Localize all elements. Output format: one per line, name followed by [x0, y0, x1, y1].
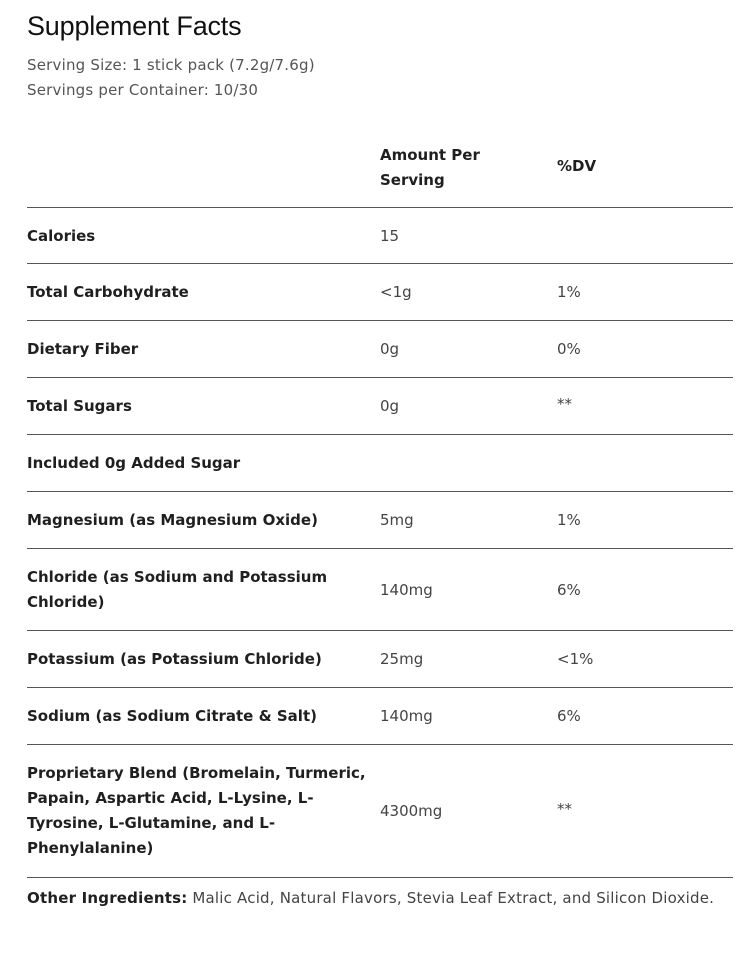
row-name: Calories	[27, 227, 96, 245]
row-dv: 6%	[557, 707, 581, 725]
table-row	[27, 378, 733, 435]
other-ingredients	[27, 886, 717, 911]
column-header-dv: %DV	[557, 157, 597, 175]
row-dv: 0%	[557, 340, 581, 358]
table-row	[27, 321, 733, 378]
row-dv: 1%	[557, 511, 581, 529]
row-amount: 0g	[380, 340, 400, 358]
row-name: Dietary Fiber	[27, 340, 139, 358]
row-name: Potassium (as Potassium Chloride)	[27, 650, 322, 668]
column-header-amount-line1: Amount Per	[380, 146, 480, 164]
table-row	[27, 688, 733, 745]
row-amount: 0g	[380, 397, 400, 415]
row-name: Proprietary Blend (Bromelain, Turmeric, Papain, Aspartic Acid, L-Lysine, L-Tyrosine, L-Glutamine, and L-Phenylalanine)	[27, 764, 366, 857]
row-name: Included 0g Added Sugar	[27, 454, 241, 472]
row-amount: 4300mg	[380, 802, 443, 820]
row-dv: **	[557, 395, 572, 413]
row-name: Chloride (as Sodium and Potassium Chloride)	[27, 568, 328, 611]
row-name: Total Carbohydrate	[27, 283, 189, 301]
row-amount: 140mg	[380, 707, 433, 725]
row-name: Magnesium (as Magnesium Oxide)	[27, 511, 318, 529]
row-dv: <1%	[557, 650, 594, 668]
row-amount: 25mg	[380, 650, 424, 668]
table-row	[27, 549, 733, 631]
table-row	[27, 631, 733, 688]
table-row	[27, 264, 733, 321]
row-amount: <1g	[380, 283, 412, 301]
row-name: Sodium (as Sodium Citrate & Salt)	[27, 707, 317, 725]
table-row	[27, 492, 733, 549]
table-row	[27, 208, 733, 264]
other-ingredients-text: Malic Acid, Natural Flavors, Stevia Leaf Extract, and Silicon Dioxide.	[192, 889, 715, 907]
servings-per-container: Servings per Container: 10/30	[27, 81, 259, 99]
table-row	[27, 745, 733, 878]
column-header-amount	[380, 143, 510, 193]
row-dv: 6%	[557, 581, 581, 599]
column-header-amount-line2: Serving	[380, 171, 445, 189]
page-title: Supplement Facts	[27, 11, 242, 41]
row-amount: 15	[380, 227, 400, 245]
row-dv: **	[557, 800, 572, 818]
row-name: Total Sugars	[27, 397, 132, 415]
row-amount: 140mg	[380, 581, 433, 599]
nutrition-table	[27, 142, 733, 878]
row-dv: 1%	[557, 283, 581, 301]
row-amount: 5mg	[380, 511, 414, 529]
table-row	[27, 435, 733, 492]
other-ingredients-label: Other Ingredients:	[27, 889, 188, 907]
table-header	[27, 142, 733, 208]
serving-size: Serving Size: 1 stick pack (7.2g/7.6g)	[27, 56, 315, 74]
